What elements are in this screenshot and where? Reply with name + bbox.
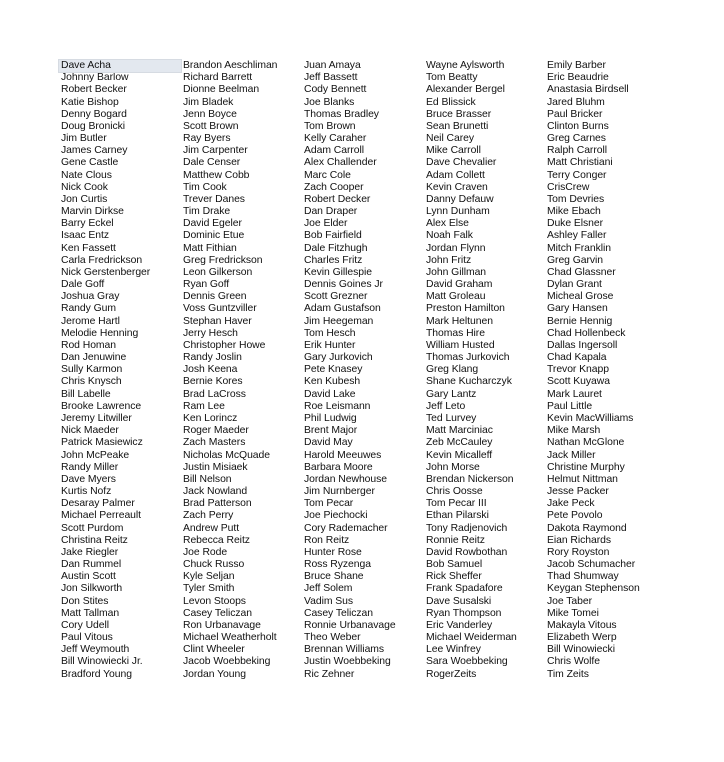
- name-cell[interactable]: Anastasia Birdsell: [547, 84, 629, 96]
- name-cell[interactable]: Matthew Cobb: [183, 169, 250, 181]
- name-cell[interactable]: Jeff Bassett: [304, 72, 358, 84]
- name-cell[interactable]: Jim Carpenter: [183, 145, 248, 157]
- name-cell[interactable]: Rebecca Reitz: [183, 534, 250, 546]
- name-column-2: [181, 60, 303, 681]
- name-cell[interactable]: Tim Drake: [183, 206, 231, 218]
- name-cell[interactable]: Noah Falk: [426, 230, 473, 242]
- name-cell[interactable]: Jake Riegler: [61, 546, 119, 558]
- name-cell[interactable]: Tim Zeits: [547, 668, 589, 680]
- name-cell[interactable]: Neil Carey: [426, 133, 475, 145]
- name-cell[interactable]: Kyle Seljan: [183, 571, 235, 583]
- name-cell[interactable]: Matt Groleau: [426, 291, 486, 303]
- name-cell[interactable]: Scott Purdom: [61, 522, 124, 534]
- name-cell[interactable]: Chris Wolfe: [547, 656, 600, 668]
- name-cell[interactable]: Christina Reitz: [61, 534, 128, 546]
- name-cell[interactable]: Jim Bladek: [183, 96, 234, 108]
- name-cell[interactable]: Alexander Bergel: [426, 84, 505, 96]
- name-cell[interactable]: Chad Hollenbeck: [547, 327, 626, 339]
- name-cell[interactable]: Randy Joslin: [183, 352, 242, 364]
- name-cell[interactable]: Alex Challender: [304, 157, 377, 169]
- name-cell[interactable]: Jerome Hartl: [61, 315, 120, 327]
- name-cell[interactable]: Nate Clous: [61, 169, 112, 181]
- name-cell[interactable]: Jeff Solem: [304, 583, 353, 595]
- name-cell[interactable]: Clinton Burns: [547, 120, 609, 132]
- name-cell[interactable]: Adam Collett: [426, 169, 485, 181]
- name-cell[interactable]: Tom Pecar III: [426, 498, 487, 510]
- name-cell[interactable]: Joe Blanks: [304, 96, 355, 108]
- name-cell[interactable]: Bill Labelle: [61, 388, 111, 400]
- name-cell[interactable]: Jeremy Litwiller: [61, 412, 132, 424]
- name-cell[interactable]: Brad LaCross: [183, 388, 246, 400]
- name-cell[interactable]: Kevin Gillespie: [304, 266, 372, 278]
- name-cell[interactable]: Jeff Leto: [426, 400, 466, 412]
- name-cell[interactable]: Ted Lurvey: [426, 412, 477, 424]
- name-cell[interactable]: Ryan Goff: [183, 279, 230, 291]
- name-cell[interactable]: Mike Marsh: [547, 425, 601, 437]
- name-cell[interactable]: Scott Brown: [183, 120, 239, 132]
- name-cell[interactable]: Tyler Smith: [183, 583, 235, 595]
- name-cell[interactable]: Levon Stoops: [183, 595, 246, 607]
- name-cell[interactable]: Tom Brown: [304, 120, 356, 132]
- name-cell[interactable]: Barbara Moore: [304, 461, 373, 473]
- name-cell[interactable]: Cory Udell: [61, 619, 110, 631]
- name-cell[interactable]: Jon Silkworth: [61, 583, 123, 595]
- name-cell[interactable]: Sean Brunetti: [426, 120, 489, 132]
- name-cell[interactable]: Denny Bogard: [61, 108, 127, 120]
- name-cell[interactable]: Eric Vanderley: [426, 619, 493, 631]
- name-cell[interactable]: Jordan Flynn: [426, 242, 486, 254]
- name-cell[interactable]: Jack Miller: [547, 449, 596, 461]
- name-column-5: [545, 60, 667, 681]
- name-cell[interactable]: Ron Urbanavage: [183, 619, 261, 631]
- name-cell[interactable]: David Graham: [426, 279, 493, 291]
- name-cell[interactable]: Joe Elder: [304, 218, 348, 230]
- name-cell[interactable]: Nick Gerstenberger: [61, 266, 151, 278]
- name-cell[interactable]: Marc Cole: [304, 169, 351, 181]
- name-cell[interactable]: Mike Tomei: [547, 607, 599, 619]
- name-cell[interactable]: Ross Ryzenga: [304, 559, 371, 571]
- name-cell[interactable]: Sara Woebbeking: [426, 656, 508, 668]
- name-cell[interactable]: Lynn Dunham: [426, 206, 490, 218]
- name-cell[interactable]: Bernie Hennig: [547, 315, 613, 327]
- name-cell[interactable]: Brandon Aeschliman: [183, 60, 278, 71]
- name-cell[interactable]: Jenn Boyce: [183, 108, 237, 120]
- name-cell[interactable]: Bradford Young: [61, 668, 132, 680]
- name-cell[interactable]: Ryan Thompson: [426, 607, 502, 619]
- name-cell[interactable]: Jacob Schumacher: [547, 559, 636, 571]
- name-cell[interactable]: Christopher Howe: [183, 339, 266, 351]
- name-cell[interactable]: Ken Kubesh: [304, 376, 361, 388]
- name-cell[interactable]: Wayne Aylsworth: [426, 60, 505, 71]
- name-cell[interactable]: Bruce Brasser: [426, 108, 492, 120]
- name-cell[interactable]: Jon Curtis: [61, 193, 108, 205]
- name-cell[interactable]: Barry Eckel: [61, 218, 114, 230]
- name-cell[interactable]: Ronnie Urbanavage: [304, 619, 396, 631]
- name-cell[interactable]: John McPeake: [61, 449, 130, 461]
- name-cell[interactable]: Brent Major: [304, 425, 358, 437]
- name-cell[interactable]: Ronnie Reitz: [426, 534, 485, 546]
- name-cell[interactable]: David Egeler: [183, 218, 242, 230]
- name-cell[interactable]: Ashley Faller: [547, 230, 607, 242]
- name-cell[interactable]: Adam Gustafson: [304, 303, 381, 315]
- name-cell[interactable]: Rod Homan: [61, 339, 116, 351]
- name-cell[interactable]: Johnny Barlow: [61, 72, 129, 84]
- name-cell[interactable]: Ken Lorincz: [183, 412, 238, 424]
- name-cell[interactable]: Ethan Pilarski: [426, 510, 489, 522]
- name-cell[interactable]: Randy Gum: [61, 303, 116, 315]
- name-cell[interactable]: Alex Else: [426, 218, 469, 230]
- name-cell[interactable]: Matt Fithian: [183, 242, 237, 254]
- name-cell[interactable]: Bernie Kores: [183, 376, 243, 388]
- name-cell[interactable]: William Husted: [426, 339, 495, 351]
- name-cell[interactable]: Tim Cook: [183, 181, 227, 193]
- name-cell[interactable]: Randy Miller: [61, 461, 119, 473]
- name-cell[interactable]: Joe Piechocki: [304, 510, 368, 522]
- name-cell[interactable]: Sully Karmon: [61, 364, 123, 376]
- name-cell[interactable]: Justin Woebbeking: [304, 656, 391, 668]
- name-cell[interactable]: Rick Sheffer: [426, 571, 482, 583]
- name-cell[interactable]: Thomas Hire: [426, 327, 485, 339]
- name-cell[interactable]: Theo Weber: [304, 632, 361, 644]
- name-cell[interactable]: Chuck Russo: [183, 559, 245, 571]
- name-cell[interactable]: Scott Kuyawa: [547, 376, 610, 388]
- name-cell[interactable]: Robert Decker: [304, 193, 371, 205]
- name-cell[interactable]: Eric Beaudrie: [547, 72, 609, 84]
- name-cell[interactable]: Clint Wheeler: [183, 644, 245, 656]
- name-cell[interactable]: Matt Christiani: [547, 157, 613, 169]
- name-cell[interactable]: Roe Leismann: [304, 400, 371, 412]
- name-cell[interactable]: Greg Carnes: [547, 133, 606, 145]
- name-cell[interactable]: Voss Guntzviller: [183, 303, 257, 315]
- name-cell[interactable]: Richard Barrett: [183, 72, 253, 84]
- name-cell[interactable]: Frank Spadafore: [426, 583, 503, 595]
- name-cell[interactable]: John Morse: [426, 461, 480, 473]
- name-cell[interactable]: Isaac Entz: [61, 230, 110, 242]
- name-cell[interactable]: Roger Maeder: [183, 425, 249, 437]
- name-cell[interactable]: Austin Scott: [61, 571, 116, 583]
- name-cell[interactable]: Cory Rademacher: [304, 522, 388, 534]
- name-cell[interactable]: Gene Castle: [61, 157, 119, 169]
- name-cell[interactable]: Nick Cook: [61, 181, 108, 193]
- name-cell[interactable]: Ken Fassett: [61, 242, 116, 254]
- name-cell[interactable]: Pete Knasey: [304, 364, 363, 376]
- name-cell[interactable]: Kevin Micalleff: [426, 449, 493, 461]
- name-cell[interactable]: Stephan Haver: [183, 315, 252, 327]
- name-cell[interactable]: Tom Beatty: [426, 72, 478, 84]
- name-cell[interactable]: Terry Conger: [547, 169, 607, 181]
- name-cell[interactable]: Casey Teliczan: [183, 607, 252, 619]
- name-cell[interactable]: Lee Winfrey: [426, 644, 481, 656]
- name-cell[interactable]: Zach Cooper: [304, 181, 364, 193]
- name-column-4: [424, 60, 546, 681]
- name-cell[interactable]: Kurtis Nofz: [61, 486, 112, 498]
- name-cell[interactable]: Makayla Vitous: [547, 619, 617, 631]
- name-cell[interactable]: Greg Garvin: [547, 254, 604, 266]
- name-cell[interactable]: Dave Myers: [61, 473, 116, 485]
- name-cell[interactable]: Paul Bricker: [547, 108, 603, 120]
- name-cell[interactable]: Juan Amaya: [304, 60, 361, 71]
- name-cell[interactable]: Nicholas McQuade: [183, 449, 270, 461]
- name-cell[interactable]: Dale Goff: [61, 279, 105, 291]
- name-cell[interactable]: Duke Elsner: [547, 218, 604, 230]
- name-cell[interactable]: Jake Peck: [547, 498, 595, 510]
- name-cell[interactable]: Jordan Newhouse: [304, 473, 388, 485]
- name-cell[interactable]: Matt Marciniac: [426, 425, 493, 437]
- name-cell[interactable]: Zeb McCauley: [426, 437, 493, 449]
- name-cell[interactable]: Brad Patterson: [183, 498, 252, 510]
- name-cell[interactable]: Ram Lee: [183, 400, 225, 412]
- name-cell[interactable]: Tony Radjenovich: [426, 522, 508, 534]
- name-cell[interactable]: Mike Ebach: [547, 206, 601, 218]
- name-cell[interactable]: Scott Grezner: [304, 291, 368, 303]
- name-cell[interactable]: Jim Nurnberger: [304, 486, 375, 498]
- name-cell[interactable]: Trevor Knapp: [547, 364, 609, 376]
- name-cell[interactable]: Justin Misiaek: [183, 461, 248, 473]
- name-cell[interactable]: Joe Rode: [183, 546, 228, 558]
- name-cell[interactable]: Eian Richards: [547, 534, 612, 546]
- name-cell[interactable]: Micheal Grose: [547, 291, 614, 303]
- name-cell[interactable]: Chad Glassner: [547, 266, 616, 278]
- name-cell[interactable]: Helmut Nittman: [547, 473, 618, 485]
- name-cell[interactable]: Melodie Henning: [61, 327, 139, 339]
- name-cell[interactable]: Dylan Grant: [547, 279, 602, 291]
- name-cell[interactable]: Ray Byers: [183, 133, 231, 145]
- name-cell[interactable]: Jim Butler: [61, 133, 107, 145]
- name-cell[interactable]: Ed Blissick: [426, 96, 476, 108]
- name-cell[interactable]: Dan Jenuwine: [61, 352, 127, 364]
- name-cell[interactable]: Nathan McGlone: [547, 437, 625, 449]
- name-cell[interactable]: Bruce Shane: [304, 571, 364, 583]
- name-cell[interactable]: Ric Zehner: [304, 668, 355, 680]
- name-cell[interactable]: Michael Perreault: [61, 510, 142, 522]
- name-cell[interactable]: Dallas Ingersoll: [547, 339, 618, 351]
- name-cell[interactable]: Bill Nelson: [183, 473, 232, 485]
- name-cell[interactable]: Jared Bluhm: [547, 96, 605, 108]
- name-cell[interactable]: Dennis Goines Jr: [304, 279, 383, 291]
- name-cell[interactable]: Tom Devries: [547, 193, 605, 205]
- name-cell[interactable]: Mike Carroll: [426, 145, 481, 157]
- name-cell[interactable]: Robert Becker: [61, 84, 127, 96]
- name-cell[interactable]: Charles Fritz: [304, 254, 363, 266]
- name-cell[interactable]: Dale Censer: [183, 157, 241, 169]
- name-cell[interactable]: Zach Perry: [183, 510, 234, 522]
- name-cell[interactable]: Mitch Franklin: [547, 242, 611, 254]
- name-cell[interactable]: Kelly Caraher: [304, 133, 367, 145]
- name-cell[interactable]: Danny Defauw: [426, 193, 494, 205]
- name-cell[interactable]: Tom Hesch: [304, 327, 356, 339]
- name-cell[interactable]: Mark Lauret: [547, 388, 602, 400]
- name-cell[interactable]: Dale Fitzhugh: [304, 242, 368, 254]
- name-cell[interactable]: Harold Meeuwes: [304, 449, 382, 461]
- name-cell[interactable]: Shane Kucharczyk: [426, 376, 512, 388]
- name-cell[interactable]: Chad Kapala: [547, 352, 607, 364]
- name-cell[interactable]: Bill Winowiecki: [547, 644, 615, 656]
- name-cell[interactable]: Carla Fredrickson: [61, 254, 143, 266]
- name-cell[interactable]: Casey Teliczan: [304, 607, 373, 619]
- name-cell[interactable]: Brooke Lawrence: [61, 400, 142, 412]
- name-cell[interactable]: Greg Fredrickson: [183, 254, 263, 266]
- name-cell[interactable]: Thomas Bradley: [304, 108, 379, 120]
- name-cell[interactable]: Chris Oosse: [426, 486, 483, 498]
- name-cell[interactable]: Kevin MacWilliams: [547, 412, 634, 424]
- name-cell[interactable]: Josh Keena: [183, 364, 238, 376]
- name-cell[interactable]: Thomas Jurkovich: [426, 352, 510, 364]
- name-cell[interactable]: Dakota Raymond: [547, 522, 627, 534]
- name-cell[interactable]: Jordan Young: [183, 668, 246, 680]
- name-cell[interactable]: Desaray Palmer: [61, 498, 135, 510]
- name-cell[interactable]: Zach Masters: [183, 437, 246, 449]
- name-cell[interactable]: Kevin Craven: [426, 181, 488, 193]
- name-cell[interactable]: CrisCrew: [547, 181, 590, 193]
- name-cell[interactable]: Pete Povolo: [547, 510, 603, 522]
- name-cell[interactable]: James Carney: [61, 145, 128, 157]
- name-cell[interactable]: Paul Vitous: [61, 632, 113, 644]
- name-cell[interactable]: Thad Shumway: [547, 571, 619, 583]
- name-cell[interactable]: Gary Jurkovich: [304, 352, 373, 364]
- name-cell[interactable]: Jerry Hesch: [183, 327, 238, 339]
- name-cell[interactable]: Jesse Packer: [547, 486, 609, 498]
- name-cell[interactable]: Dave Susalski: [426, 595, 492, 607]
- name-cell[interactable]: Hunter Rose: [304, 546, 362, 558]
- name-cell[interactable]: Gary Lantz: [426, 388, 477, 400]
- name-cell[interactable]: David Lake: [304, 388, 356, 400]
- name-column-3: [302, 60, 424, 681]
- name-cell[interactable]: Matt Tallman: [61, 607, 120, 619]
- name-cell[interactable]: Dan Draper: [304, 206, 358, 218]
- name-cell[interactable]: Phil Ludwig: [304, 412, 357, 424]
- name-cell[interactable]: Christine Murphy: [547, 461, 625, 473]
- name-cell[interactable]: Doug Bronicki: [61, 120, 126, 132]
- name-cell[interactable]: Michael Weiderman: [426, 632, 517, 644]
- name-cell[interactable]: Chris Knysch: [61, 376, 122, 388]
- name-cell[interactable]: Jim Heegeman: [304, 315, 374, 327]
- name-cell[interactable]: Ralph Carroll: [547, 145, 607, 157]
- name-cell[interactable]: Gary Hansen: [547, 303, 608, 315]
- name-cell[interactable]: Preston Hamilton: [426, 303, 505, 315]
- name-cell[interactable]: Greg Klang: [426, 364, 479, 376]
- name-cell[interactable]: Katie Bishop: [61, 96, 119, 108]
- name-cell[interactable]: Keygan Stephenson: [547, 583, 640, 595]
- name-cell[interactable]: Mark Heltunen: [426, 315, 493, 327]
- name-cell[interactable]: Michael Weatherholt: [183, 632, 277, 644]
- name-cell[interactable]: Emily Barber: [547, 60, 606, 71]
- name-cell[interactable]: Leon Gilkerson: [183, 266, 253, 278]
- name-cell[interactable]: Ron Reitz: [304, 534, 350, 546]
- name-cell[interactable]: Dan Rummel: [61, 559, 122, 571]
- name-cell[interactable]: Elizabeth Werp: [547, 632, 617, 644]
- name-cell[interactable]: Patrick Masiewicz: [61, 437, 143, 449]
- name-cell[interactable]: Paul Little: [547, 400, 593, 412]
- name-cell[interactable]: Brennan Williams: [304, 644, 385, 656]
- selected-name-cell[interactable]: Dave Acha: [59, 60, 181, 72]
- name-cell[interactable]: Jeff Weymouth: [61, 644, 130, 656]
- name-cell[interactable]: Jacob Woebbeking: [183, 656, 271, 668]
- name-cell[interactable]: Dave Chevalier: [426, 157, 497, 169]
- name-column-1: [59, 60, 181, 681]
- name-cell[interactable]: Dominic Etue: [183, 230, 245, 242]
- name-cell[interactable]: RogerZeits: [426, 668, 477, 680]
- name-cell[interactable]: Dionne Beelman: [183, 84, 260, 96]
- name-cell[interactable]: John Fritz: [426, 254, 472, 266]
- name-cell[interactable]: Bill Winowiecki Jr.: [61, 656, 143, 668]
- name-cell[interactable]: Bob Samuel: [426, 559, 483, 571]
- name-cell[interactable]: Marvin Dirkse: [61, 206, 124, 218]
- name-cell[interactable]: Vadim Sus: [304, 595, 354, 607]
- name-cell[interactable]: Brendan Nickerson: [426, 473, 514, 485]
- name-cell[interactable]: David Rowbothan: [426, 546, 508, 558]
- name-cell[interactable]: Rory Royston: [547, 546, 610, 558]
- name-cell[interactable]: Dennis Green: [183, 291, 247, 303]
- name-cell[interactable]: Nick Maeder: [61, 425, 119, 437]
- name-cell[interactable]: Tom Pecar: [304, 498, 354, 510]
- name-cell[interactable]: Bob Fairfield: [304, 230, 362, 242]
- name-cell[interactable]: Cody Bennett: [304, 84, 367, 96]
- name-cell[interactable]: Jack Nowland: [183, 486, 248, 498]
- name-cell[interactable]: David May: [304, 437, 353, 449]
- name-cell[interactable]: Joe Taber: [547, 595, 592, 607]
- name-cell[interactable]: Trever Danes: [183, 193, 245, 205]
- name-cell[interactable]: Erik Hunter: [304, 339, 356, 351]
- name-cell[interactable]: Don Stites: [61, 595, 109, 607]
- name-cell[interactable]: Joshua Gray: [61, 291, 120, 303]
- name-cell[interactable]: Adam Carroll: [304, 145, 365, 157]
- name-cell[interactable]: Andrew Putt: [183, 522, 240, 534]
- name-cell[interactable]: John Gillman: [426, 266, 487, 278]
